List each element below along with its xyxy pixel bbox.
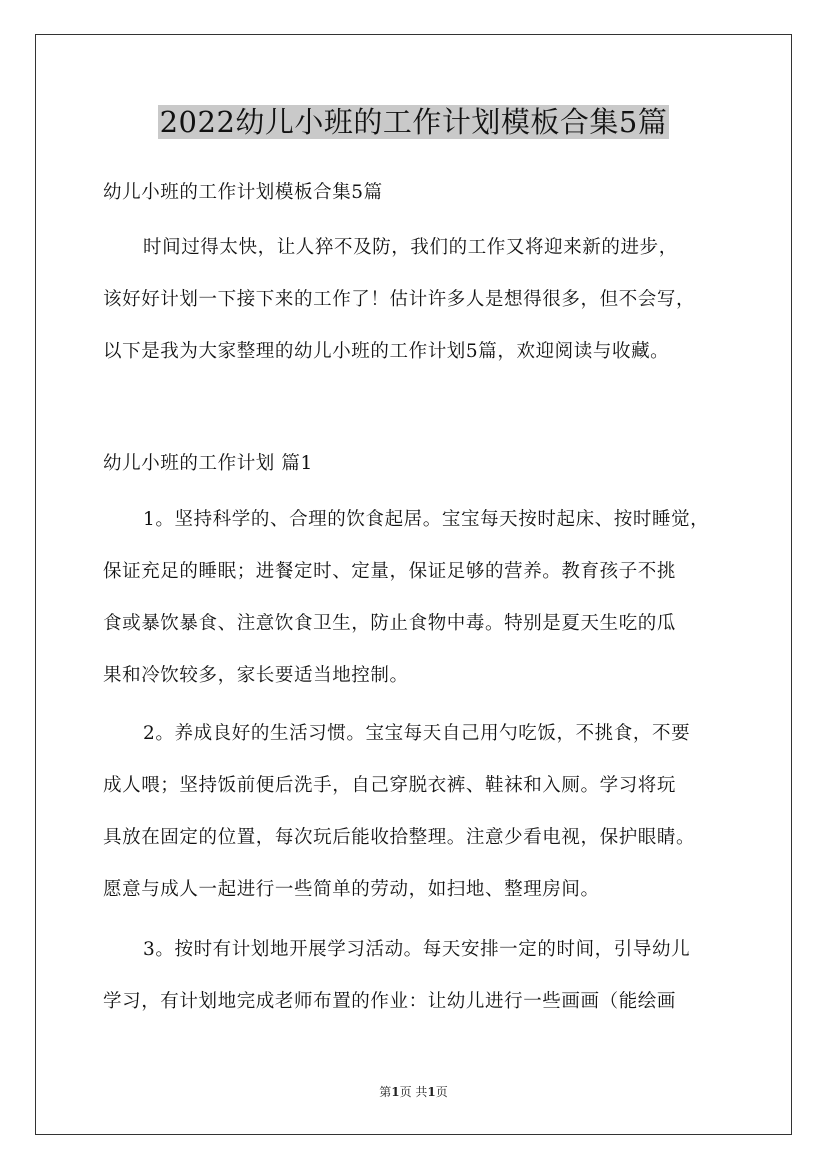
item-2-line: 愿意与成人一起进行一些简单的劳动，如扫地、整理房间。 [103,879,600,900]
item-3-line: 学习，有计划地完成老师布置的作业：让幼儿进行一些画画（能绘画 [103,991,677,1012]
page-suffix: 页 [435,1085,448,1099]
section-heading-text: 幼儿小班的工作计划 篇1 [103,453,313,474]
intro-paragraph [103,222,743,378]
page-total: 1 [427,1085,436,1099]
section-heading [103,438,743,490]
intro-line: 以下是我为大家整理的幼儿小班的工作计划5篇，欢迎阅读与收藏。 [103,341,670,362]
document-subtitle [103,167,743,219]
intro-line: 时间过得太快，让人猝不及防，我们的工作又将迎来新的进步， [143,237,678,258]
item-1-line: 1。坚持科学的、合理的饮食起居。宝宝每天按时起床、按时睡觉， [143,509,710,530]
page-mid: 页 共 [399,1085,428,1099]
page-prefix: 第 [379,1085,392,1099]
item-3-line: 3。按时有计划地开展学习活动。每天安排一定的时间，引导幼儿 [143,939,691,960]
item-1-line: 保证充足的睡眠；进餐定时、定量，保证足够的营养。教育孩子不挑 [103,561,677,582]
page-footer [0,1083,827,1101]
document-title-text: 2022幼儿小班的工作计划模板合集5篇 [159,105,668,139]
intro-line: 该好好计划一下接下来的工作了！估计许多人是想得很多，但不会写， [103,289,696,310]
item-2-paragraph [103,708,743,916]
item-1-line: 果和冷饮较多，家长要适当地控制。 [103,665,409,686]
item-1-line: 食或暴饮暴食、注意饮食卫生，防止食物中毒。特别是夏天生吃的瓜 [103,613,677,634]
item-2-line: 成人喂；坚持饭前便后洗手，自己穿脱衣裤、鞋袜和入厕。学习将玩 [103,775,677,796]
subtitle-text: 幼儿小班的工作计划模板合集5篇 [103,182,383,203]
item-2-line: 2。养成良好的生活习惯。宝宝每天自己用勺吃饭，不挑食，不要 [143,723,691,744]
item-1-paragraph [103,494,743,702]
item-2-line: 具放在固定的位置，每次玩后能收拾整理。注意少看电视，保护眼睛。 [103,827,696,848]
document-title [0,102,827,142]
item-3-paragraph [103,924,743,1028]
page-current: 1 [391,1085,400,1099]
